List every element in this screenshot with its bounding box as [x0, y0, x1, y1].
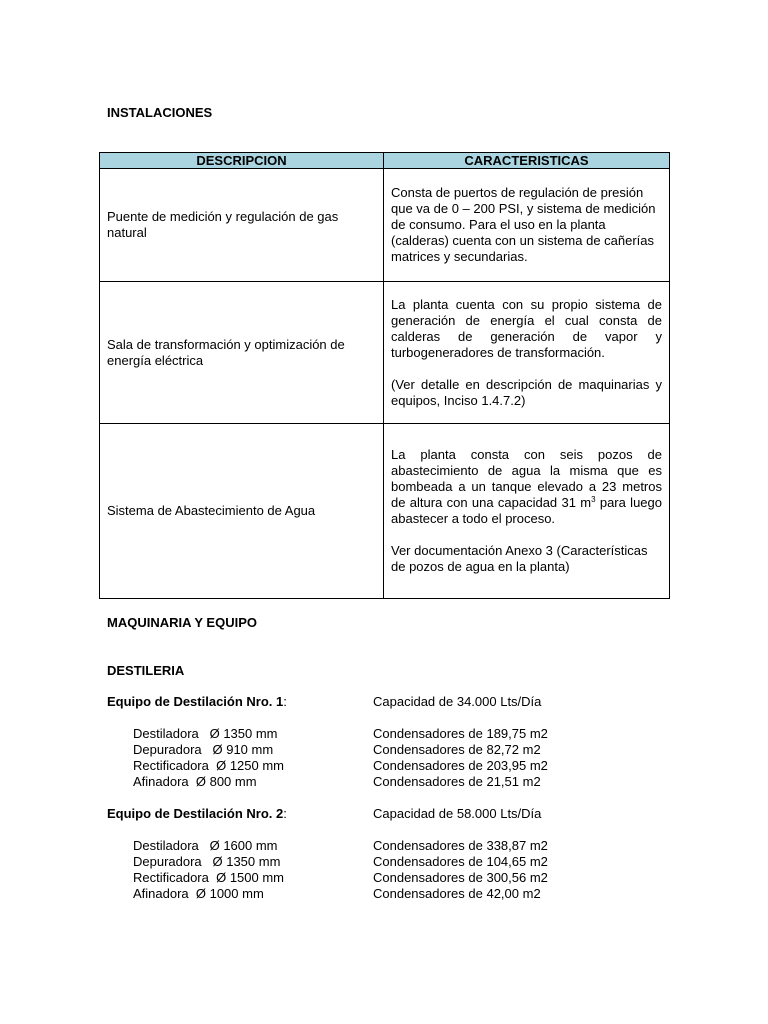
equipo2-item-name: Depuradora Ø 1350 mm [133, 854, 281, 869]
equipo1-item-name: Destiladora Ø 1350 mm [133, 726, 278, 741]
equipo1-capacidad: Capacidad de 34.000 Lts/Día [373, 694, 542, 709]
table-row [100, 282, 670, 424]
instalaciones-table [99, 152, 670, 599]
caracteristicas-paragraph: La planta cuenta con su propio sistema de generación de energía el cual consta de calderas de generación de vapor y turbogeneradores de transformación. [391, 296, 662, 360]
superscript-3: 3 [591, 495, 596, 504]
equipo1-item-cond: Condensadores de 82,72 m2 [373, 742, 541, 757]
caracteristicas-paragraph: La planta consta con seis pozos de abastecimiento de agua la misma que es bombeada a un tanque elevado a 23 metros de altura con una capacidad 31 $m^3$ para luego abastecer a todo el proceso. [391, 447, 662, 526]
equipo2-item-name: Afinadora Ø 1000 mm [133, 886, 264, 901]
equipo1-item-name: Afinadora Ø 800 mm [133, 774, 257, 789]
equipo2-item-cond: Condensadores de 42,00 m2 [373, 886, 541, 901]
equipo2-item-name: Destiladora Ø 1600 mm [133, 838, 278, 853]
row-descripcion: Sistema de Abastecimiento de Agua [100, 424, 384, 599]
row-descripcion: Puente de medición y regulación de gas natural [100, 169, 384, 282]
row-caracteristicas [384, 282, 670, 424]
equipo2-item-cond: Condensadores de 338,87 m2 [373, 838, 548, 853]
caracteristicas-paragraph: (Ver detalle en descripción de maquinarias y equipos, Inciso 1.4.7.2) [391, 376, 662, 408]
caracteristicas-paragraph: Consta de puertos de regulación de presión que va de 0 – 200 PSI, y sistema de medición de consumo. Para el uso en la planta (calderas) cuenta con un sistema de cañerías matrices y secundarias. [391, 185, 656, 264]
equipo2-item-cond: Condensadores de 104,65 m2 [373, 854, 548, 869]
equipo1-item-cond: Condensadores de 203,95 m2 [373, 758, 548, 773]
table-row [100, 424, 670, 599]
header-descripcion: DESCRIPCION [100, 153, 384, 169]
row-descripcion: Sala de transformación y optimización de energía eléctrica [100, 282, 384, 424]
heading-maquinaria: MAQUINARIA Y EQUIPO [107, 615, 258, 630]
equipo1-item-name: Rectificadora Ø 1250 mm [133, 758, 285, 773]
equipo2-title: Equipo de Destilación Nro. 2: [107, 806, 287, 821]
equipo1-item-cond: Condensadores de 189,75 m2 [373, 726, 548, 741]
equipo2-item-name: Rectificadora Ø 1500 mm [133, 870, 285, 885]
equipo2-capacidad: Capacidad de 58.000 Lts/Día [373, 806, 542, 821]
equipo1-title: Equipo de Destilación Nro. 1: [107, 694, 287, 709]
heading-instalaciones: INSTALACIONES [107, 105, 213, 120]
equipo2-item-cond: Condensadores de 300,56 m2 [373, 870, 548, 885]
caracteristicas-paragraph: Ver documentación Anexo 3 (Características de pozos de agua en la planta) [391, 543, 648, 574]
row-caracteristicas [384, 424, 670, 599]
heading-destileria: DESTILERIA [107, 663, 185, 678]
header-caracteristicas: CARACTERISTICAS [384, 153, 670, 169]
equipo1-item-name: Depuradora Ø 910 mm [133, 742, 274, 757]
row-caracteristicas [384, 169, 670, 282]
equipo1-item-cond: Condensadores de 21,51 m2 [373, 774, 541, 789]
table-row [100, 169, 670, 282]
